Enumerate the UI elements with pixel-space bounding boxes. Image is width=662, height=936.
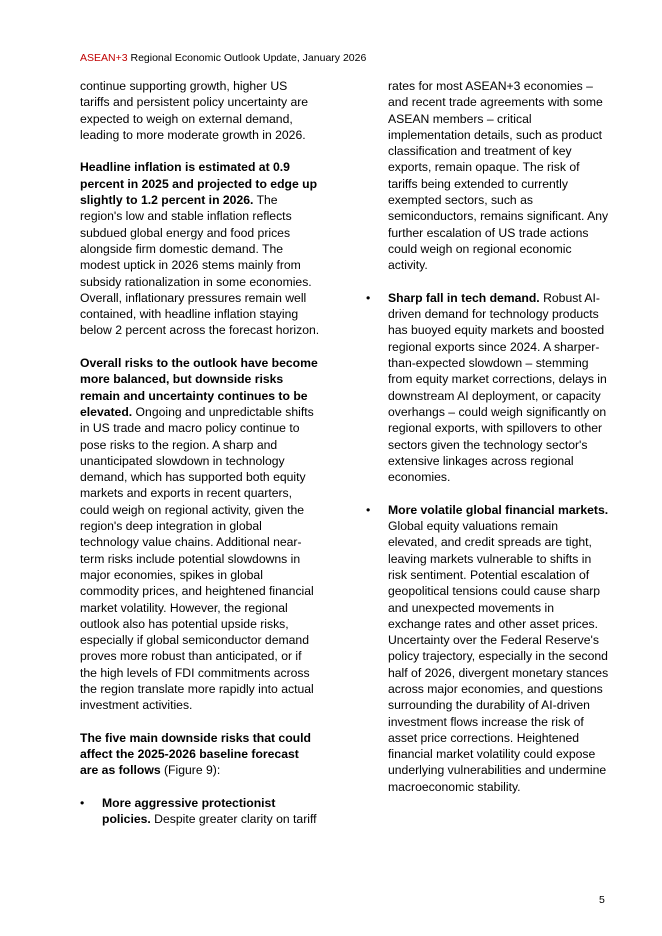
header-brand: ASEAN+3	[80, 52, 128, 64]
list-item-protectionism-continued	[366, 78, 610, 274]
paragraph-inflation	[80, 159, 320, 338]
bullet-dot: •	[366, 502, 371, 517]
inflation-body: The region's low and stable inflation reflects subdued global energy and food prices alongside firm domestic demand. The modest uptick in 2026 stems mainly from subsidy rationalization in some economies. Overall, inflationary pressures remain well contained, with headline inflation staying below 2 percent across the forecast horizon.	[80, 193, 320, 338]
inflation-lead: Headline inflation is estimated at 0.9 percent in 2025 and projected to edge up slightly to 1.2 percent in 2026.	[80, 160, 318, 208]
risks-body: Ongoing and unpredictable shifts in US trade and macro policy continue to pose risks to the region. A sharp and unanticipated slowdown in technology demand, which has supported both equity markets and exports in recent quarters, could weigh on regional activity, given the region's deep integration in global technology value chains. Additional near-term risks include potential slowdowns in major economies, spikes in global commodity prices, and heightened financial market volatility. However, the regional outlook also has potential upside risks, especially if global semiconductor demand proves more robust than anticipated, or if the high levels of FDI commitments across the region translate more rapidly into actual investment activities.	[80, 404, 314, 713]
header-title: Regional Economic Outlook Update, January 2026	[127, 52, 367, 64]
downside-intro-body: (Figure 9):	[160, 763, 221, 778]
financial-markets-body: Global equity valuations remain elevated, and credit spreads are tight, leaving markets vulnerable to shifts in risk sentiment. Potential escalation of geopolitical tensions could cause sharp and unexpected movements in exchange rates and other asset prices. Uncertainty over the Federal Reserve's policy trajectory, especially in the second half of 2026, divergent monetary stances across major economies, and questions surrounding the durability of AI-driven investment flows increase the risk of asset price corrections. Heightened financial market volatility could expose underlying vulnerabilities and undermine macroeconomic stability.	[388, 519, 609, 794]
downside-intro-lead: The five main downside risks that could affect the 2025-2026 baseline forecast are as follows	[80, 730, 311, 778]
protectionism-lead: More aggressive protectionist policies.	[102, 796, 276, 827]
bullet-dot: •	[366, 290, 371, 305]
paragraph-downside-intro	[80, 730, 320, 779]
tech-demand-body: Robust AI-driven demand for technology products has buoyed equity markets and boosted regional exports since 2024. A sharper-than-expected slowdown – stemming from equity market corrections, delays in downstream AI deployment, or capacity overhangs – could weigh significantly on regional exports, with spillovers to other sectors given the technology sector's extensive linkages across regional economies.	[388, 290, 607, 485]
list-item-protectionism	[80, 795, 320, 828]
risks-lead: Overall risks to the outlook have become more balanced, but downside risks remain and uncertainty continues to be elevated.	[80, 356, 318, 419]
list-item-financial-markets	[366, 502, 610, 795]
running-header	[80, 51, 366, 65]
paragraph-growth: continue supporting growth, higher US tariffs and persistent policy uncertainty are expected to weigh on external demand, leading to more moderate growth in 2026.	[80, 79, 309, 142]
page-number: 5	[599, 894, 605, 906]
right-column	[366, 78, 610, 811]
paragraph-risks	[80, 355, 320, 714]
left-column	[80, 78, 320, 844]
financial-markets-lead: More volatile global financial markets.	[388, 502, 609, 517]
protectionism-body: Despite greater clarity on tariff	[150, 812, 317, 827]
tech-demand-lead: Sharp fall in tech demand.	[388, 290, 540, 305]
bullet-dot: •	[80, 796, 85, 811]
protectionism-continued-body: rates for most ASEAN+3 economies – and recent trade agreements with some ASEAN members – critical implementation details, such as product classification and treatment of key exports, remain opaque. The risk of tariffs being extended to currently exempted sectors, such as semiconductors, remains significant. Any further escalation of US trade actions could weigh on regional economic activity.	[388, 79, 609, 273]
list-item-tech-demand	[366, 290, 610, 486]
